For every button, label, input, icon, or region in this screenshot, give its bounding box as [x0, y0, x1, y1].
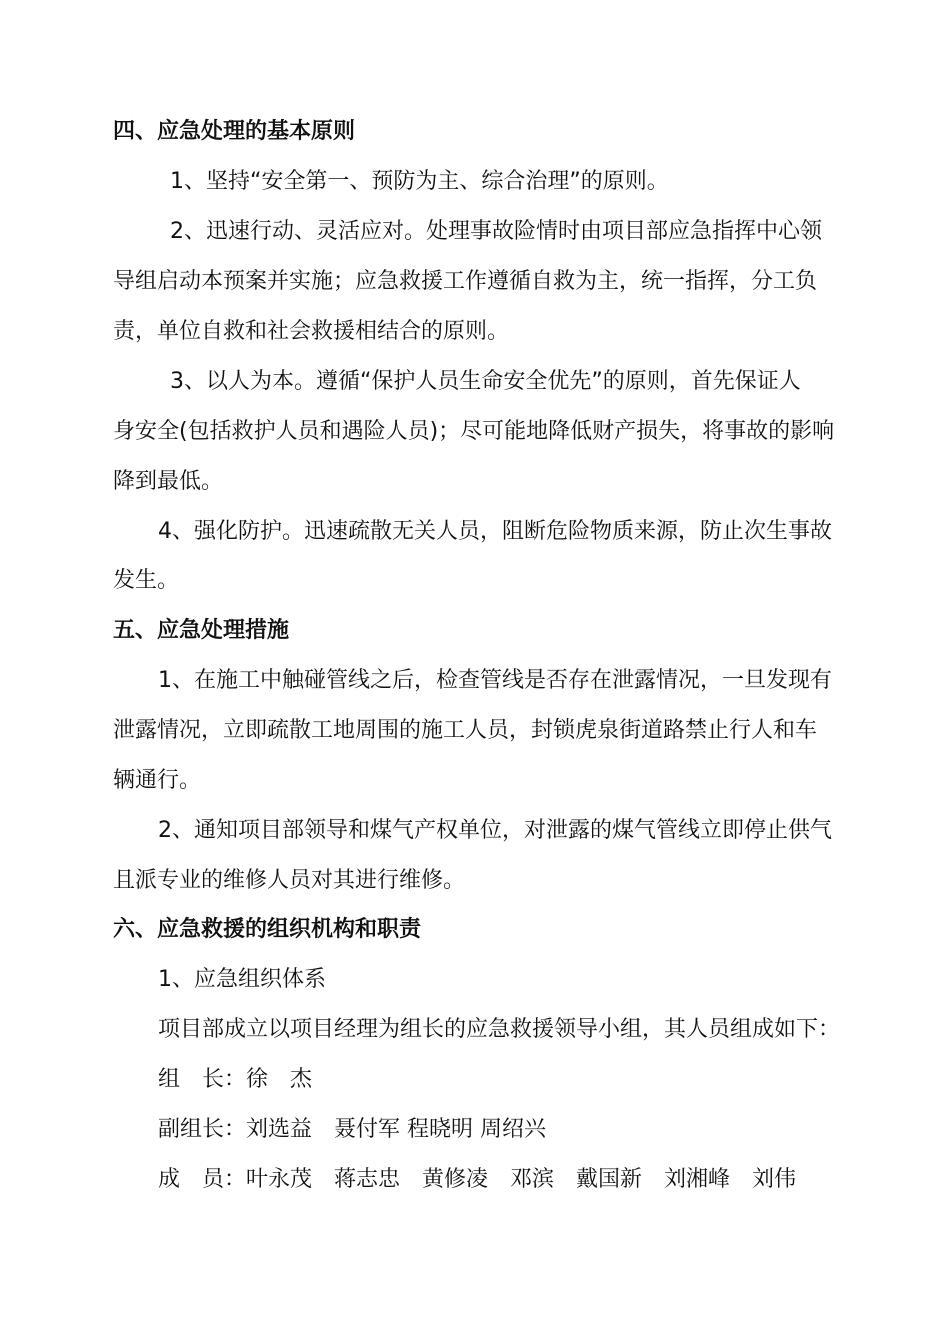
section-5-heading: 五、应急处理措施 [113, 618, 290, 643]
section-5-item-2-line-2: 且派专业的维修人员对其进行维修。 [113, 868, 466, 893]
section-5-item-1-line-3: 辆通行。 [113, 768, 202, 793]
section-6-heading: 六、应急救援的组织机构和职责 [113, 917, 422, 942]
section-4-item-4-line-2: 发生。 [113, 568, 180, 593]
section-5-item-1-line-1: 1、在施工中触碰管线之后，检查管线是否存在泄露情况，一旦发现有 [158, 668, 832, 693]
section-4-item-4-line-1: 4、强化防护。迅速疏散无关人员，阻断危险物质来源，防止次生事故 [158, 519, 832, 544]
team-deputy-leaders: 副组长：刘选益 聂付军 程晓明 周绍兴 [158, 1117, 546, 1142]
section-5-item-1-line-2: 泄露情况，立即疏散工地周围的施工人员，封锁虎泉街道路禁止行人和车 [113, 718, 818, 743]
section-6-intro: 项目部成立以项目经理为组长的应急救援领导小组，其人员组成如下： [158, 1017, 841, 1042]
section-4-item-2-line-2: 导组启动本预案并实施；应急救援工作遵循自救为主，统一指挥，分工负 [113, 269, 818, 294]
section-4-item-2-line-3: 责，单位自救和社会救援相结合的原则。 [113, 319, 510, 344]
team-leader: 组 长：徐 杰 [158, 1067, 313, 1092]
section-4-item-3-line-2: 身安全(包括救护人员和遇险人员)；尽可能地降低财产损失，将事故的影响 [113, 419, 835, 444]
section-4-item-1: 1、坚持“安全第一、预防为主、综合治理”的原则。 [170, 169, 669, 194]
section-4-item-3-line-1: 3、以人为本。遵循“保护人员生命安全优先”的原则，首先保证人 [170, 369, 801, 394]
section-4-item-3-line-3: 降到最低。 [113, 469, 224, 494]
section-5-item-2-line-1: 2、通知项目部领导和煤气产权单位，对泄露的煤气管线立即停止供气 [158, 818, 832, 843]
section-4-heading: 四、应急处理的基本原则 [113, 119, 356, 144]
team-members: 成 员：叶永茂 蒋志忠 黄修凌 邓滨 戴国新 刘湘峰 刘伟 [158, 1167, 797, 1192]
section-6-item-1: 1、应急组织体系 [158, 967, 326, 992]
section-4-item-2-line-1: 2、迅速行动、灵活应对。处理事故险情时由项目部应急指挥中心领 [170, 219, 822, 244]
